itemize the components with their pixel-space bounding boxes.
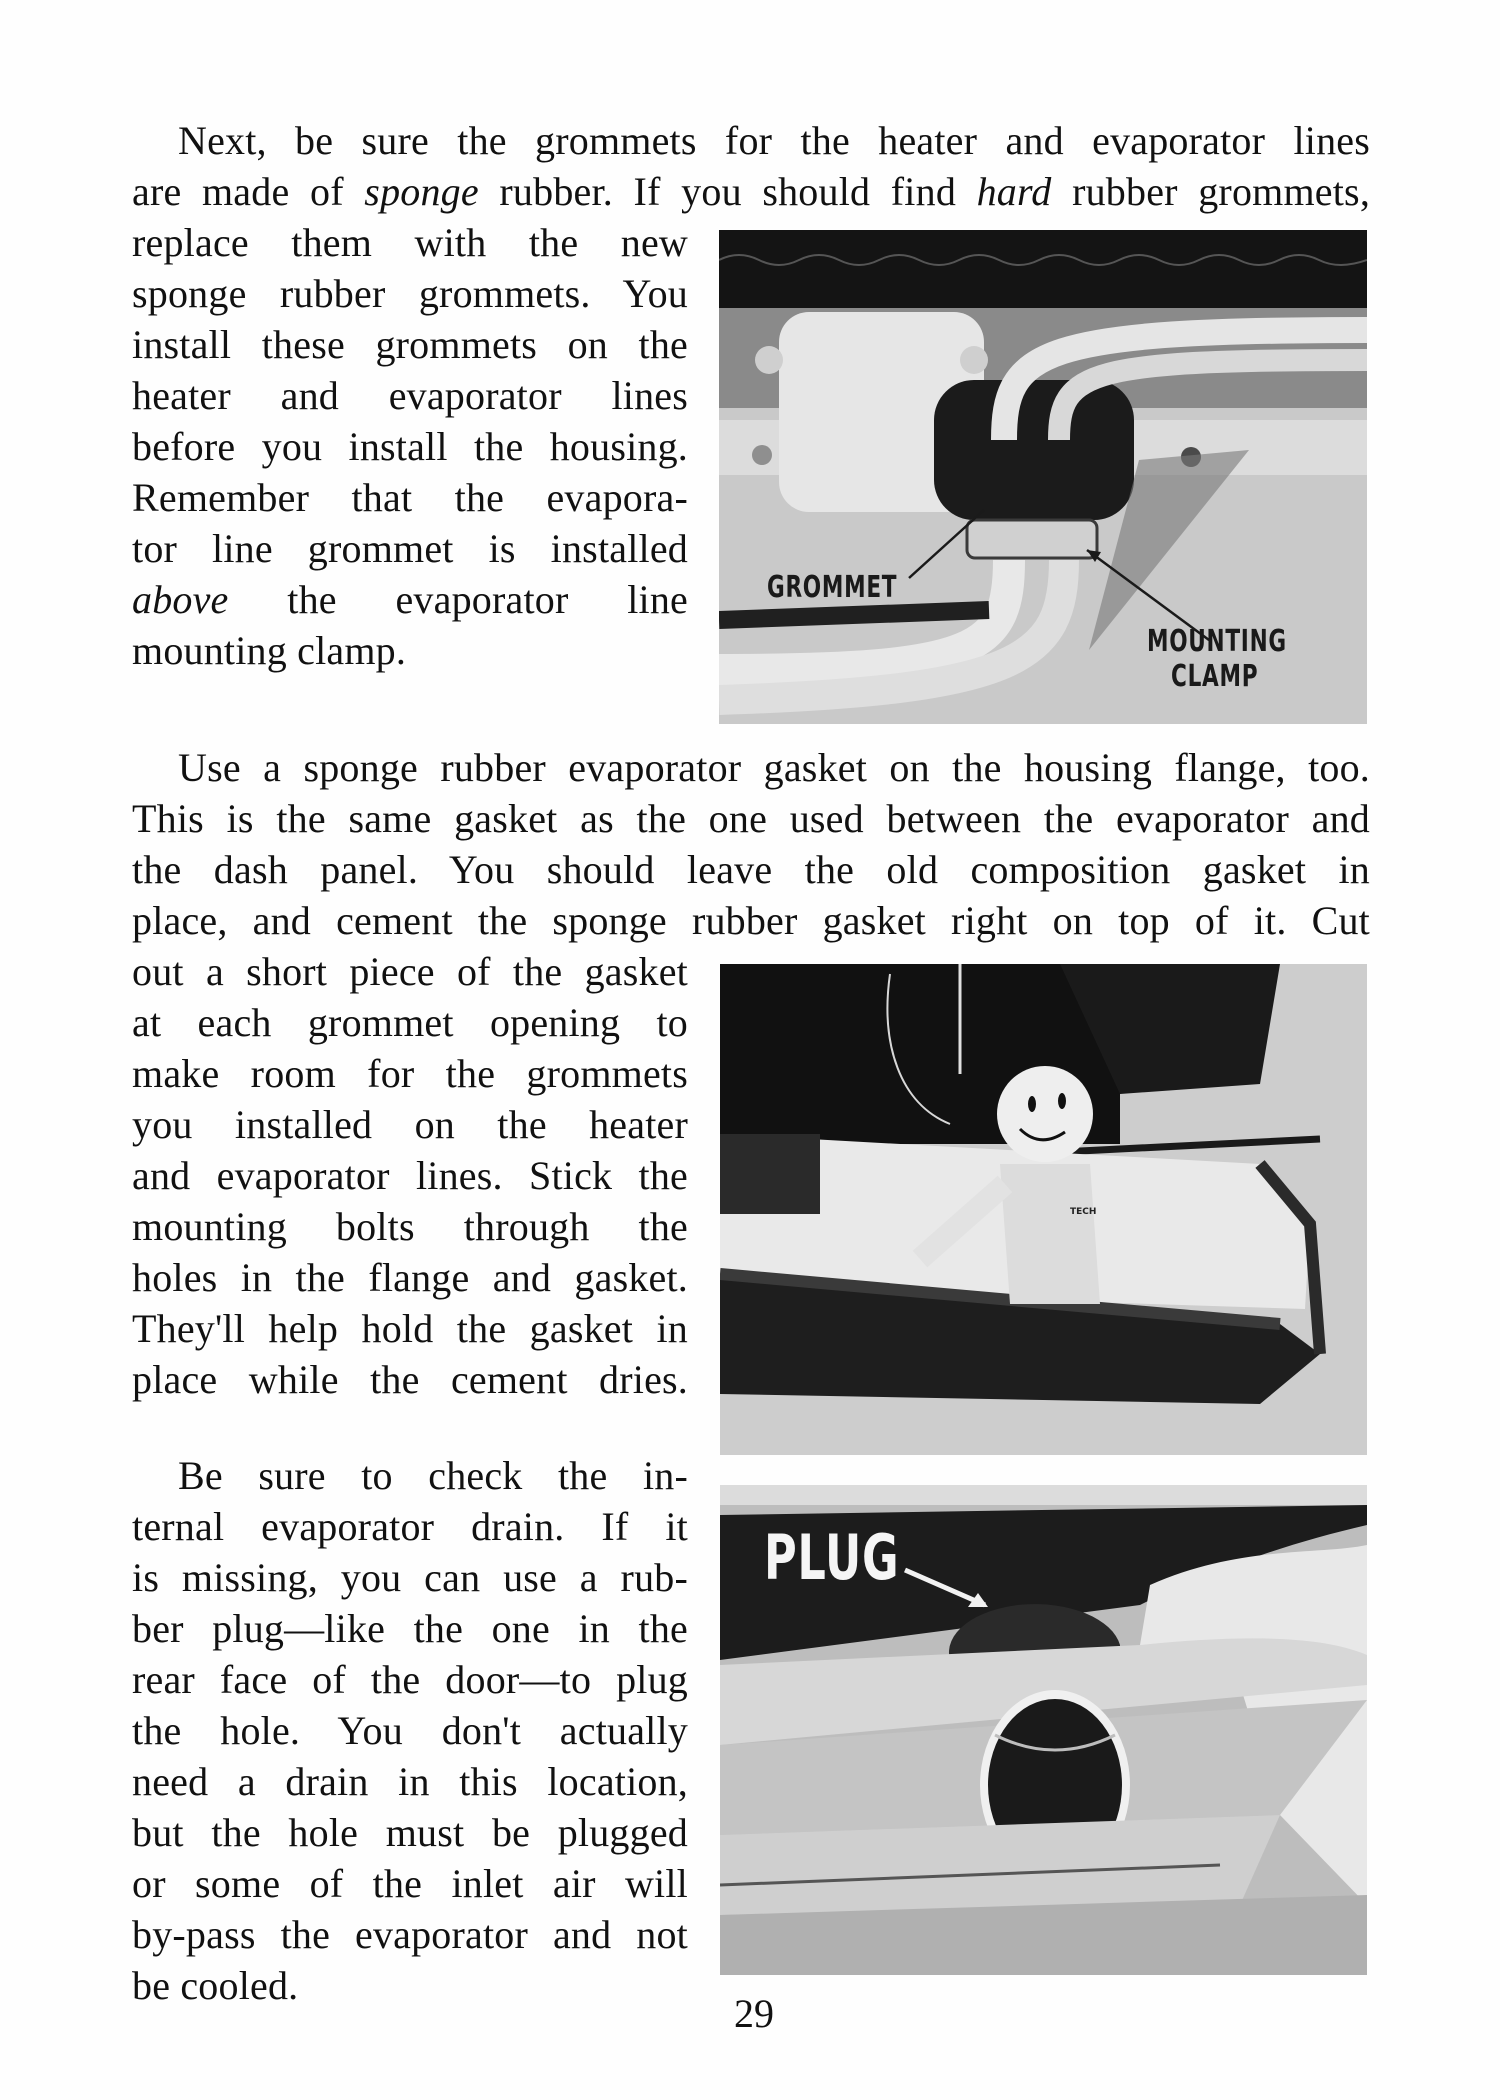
text-line: sponge rubber grommets. You — [132, 271, 688, 316]
text-line: replace them with the new — [132, 220, 688, 265]
text-line: This is the same gasket as the one used between the evaporator and — [132, 796, 1370, 841]
text-line: Be sure to check the in- — [178, 1453, 688, 1498]
text-line: mounting clamp. — [132, 628, 407, 673]
text-line: the dash panel. You should leave the old composition gasket in — [132, 847, 1370, 892]
text-line: ber plug—like the one in the — [132, 1606, 688, 1651]
text-line: is missing, you can use a rub- — [132, 1555, 688, 1600]
text-line: and evaporator lines. Stick the — [132, 1153, 688, 1198]
label-mounting: MOUNTING — [1147, 624, 1287, 659]
text-line: holes in the flange and gasket. — [132, 1255, 688, 1300]
text-line: Remember that the evapora- — [132, 475, 688, 520]
text-line: heater and evaporator lines — [132, 373, 688, 418]
text-line: install these grommets on the — [132, 322, 688, 367]
text-line: the hole. You don't actually — [132, 1708, 688, 1753]
emphasis-hard: hard — [976, 169, 1052, 214]
label-plug: PLUG — [764, 1521, 900, 1594]
text-line: They'll help hold the gasket in — [132, 1306, 688, 1351]
svg-text:TECH: TECH — [1070, 1207, 1097, 1217]
text-line: tor line grommet is installed — [132, 526, 688, 571]
figure-gasket-photo — [720, 964, 1367, 1455]
text-line: mounting bolts through the — [132, 1204, 688, 1249]
text-line: out a short piece of the gasket — [132, 949, 688, 994]
figure-grommet-photo — [719, 230, 1367, 724]
text-line: Next, be sure the grommets for the heater and evaporator lines — [178, 118, 1370, 163]
emphasis-sponge: sponge — [364, 169, 479, 214]
gasket-photo-image — [720, 964, 1367, 1455]
text-line: Use a sponge rubber evaporator gasket on the housing flange, too. — [178, 745, 1370, 790]
text-line: or some of the inlet air will — [132, 1861, 688, 1906]
label-grommet: GROMMET — [767, 570, 898, 605]
page-number: 29 — [734, 1991, 774, 2036]
text-line: ternal evaporator drain. If it — [132, 1504, 688, 1549]
emphasis-above: above — [132, 577, 229, 622]
figure-plug-photo — [720, 1485, 1367, 1975]
text-line: before you install the housing. — [132, 424, 688, 469]
text-line: you installed on the heater — [132, 1102, 688, 1147]
text-line: at each grommet opening to — [132, 1000, 688, 1045]
text-line: but the hole must be plugged — [132, 1810, 688, 1855]
text-line: by-pass the evaporator and not — [132, 1912, 688, 1957]
text-line: rear face of the door—to plug — [132, 1657, 688, 1702]
label-clamp: CLAMP — [1171, 659, 1259, 694]
text-line: make room for the grommets — [132, 1051, 688, 1096]
text-line: above the evaporator line — [132, 577, 688, 622]
text-line: place while the cement dries. — [132, 1357, 688, 1402]
text-line: be cooled. — [132, 1963, 299, 2008]
text-line: place, and cement the sponge rubber gasket right on top of it. Cut — [132, 898, 1370, 943]
text-line: need a drain in this location, — [132, 1759, 688, 1804]
text-line: are made of sponge rubber. If you should find hard rubber grommets, — [132, 169, 1371, 214]
